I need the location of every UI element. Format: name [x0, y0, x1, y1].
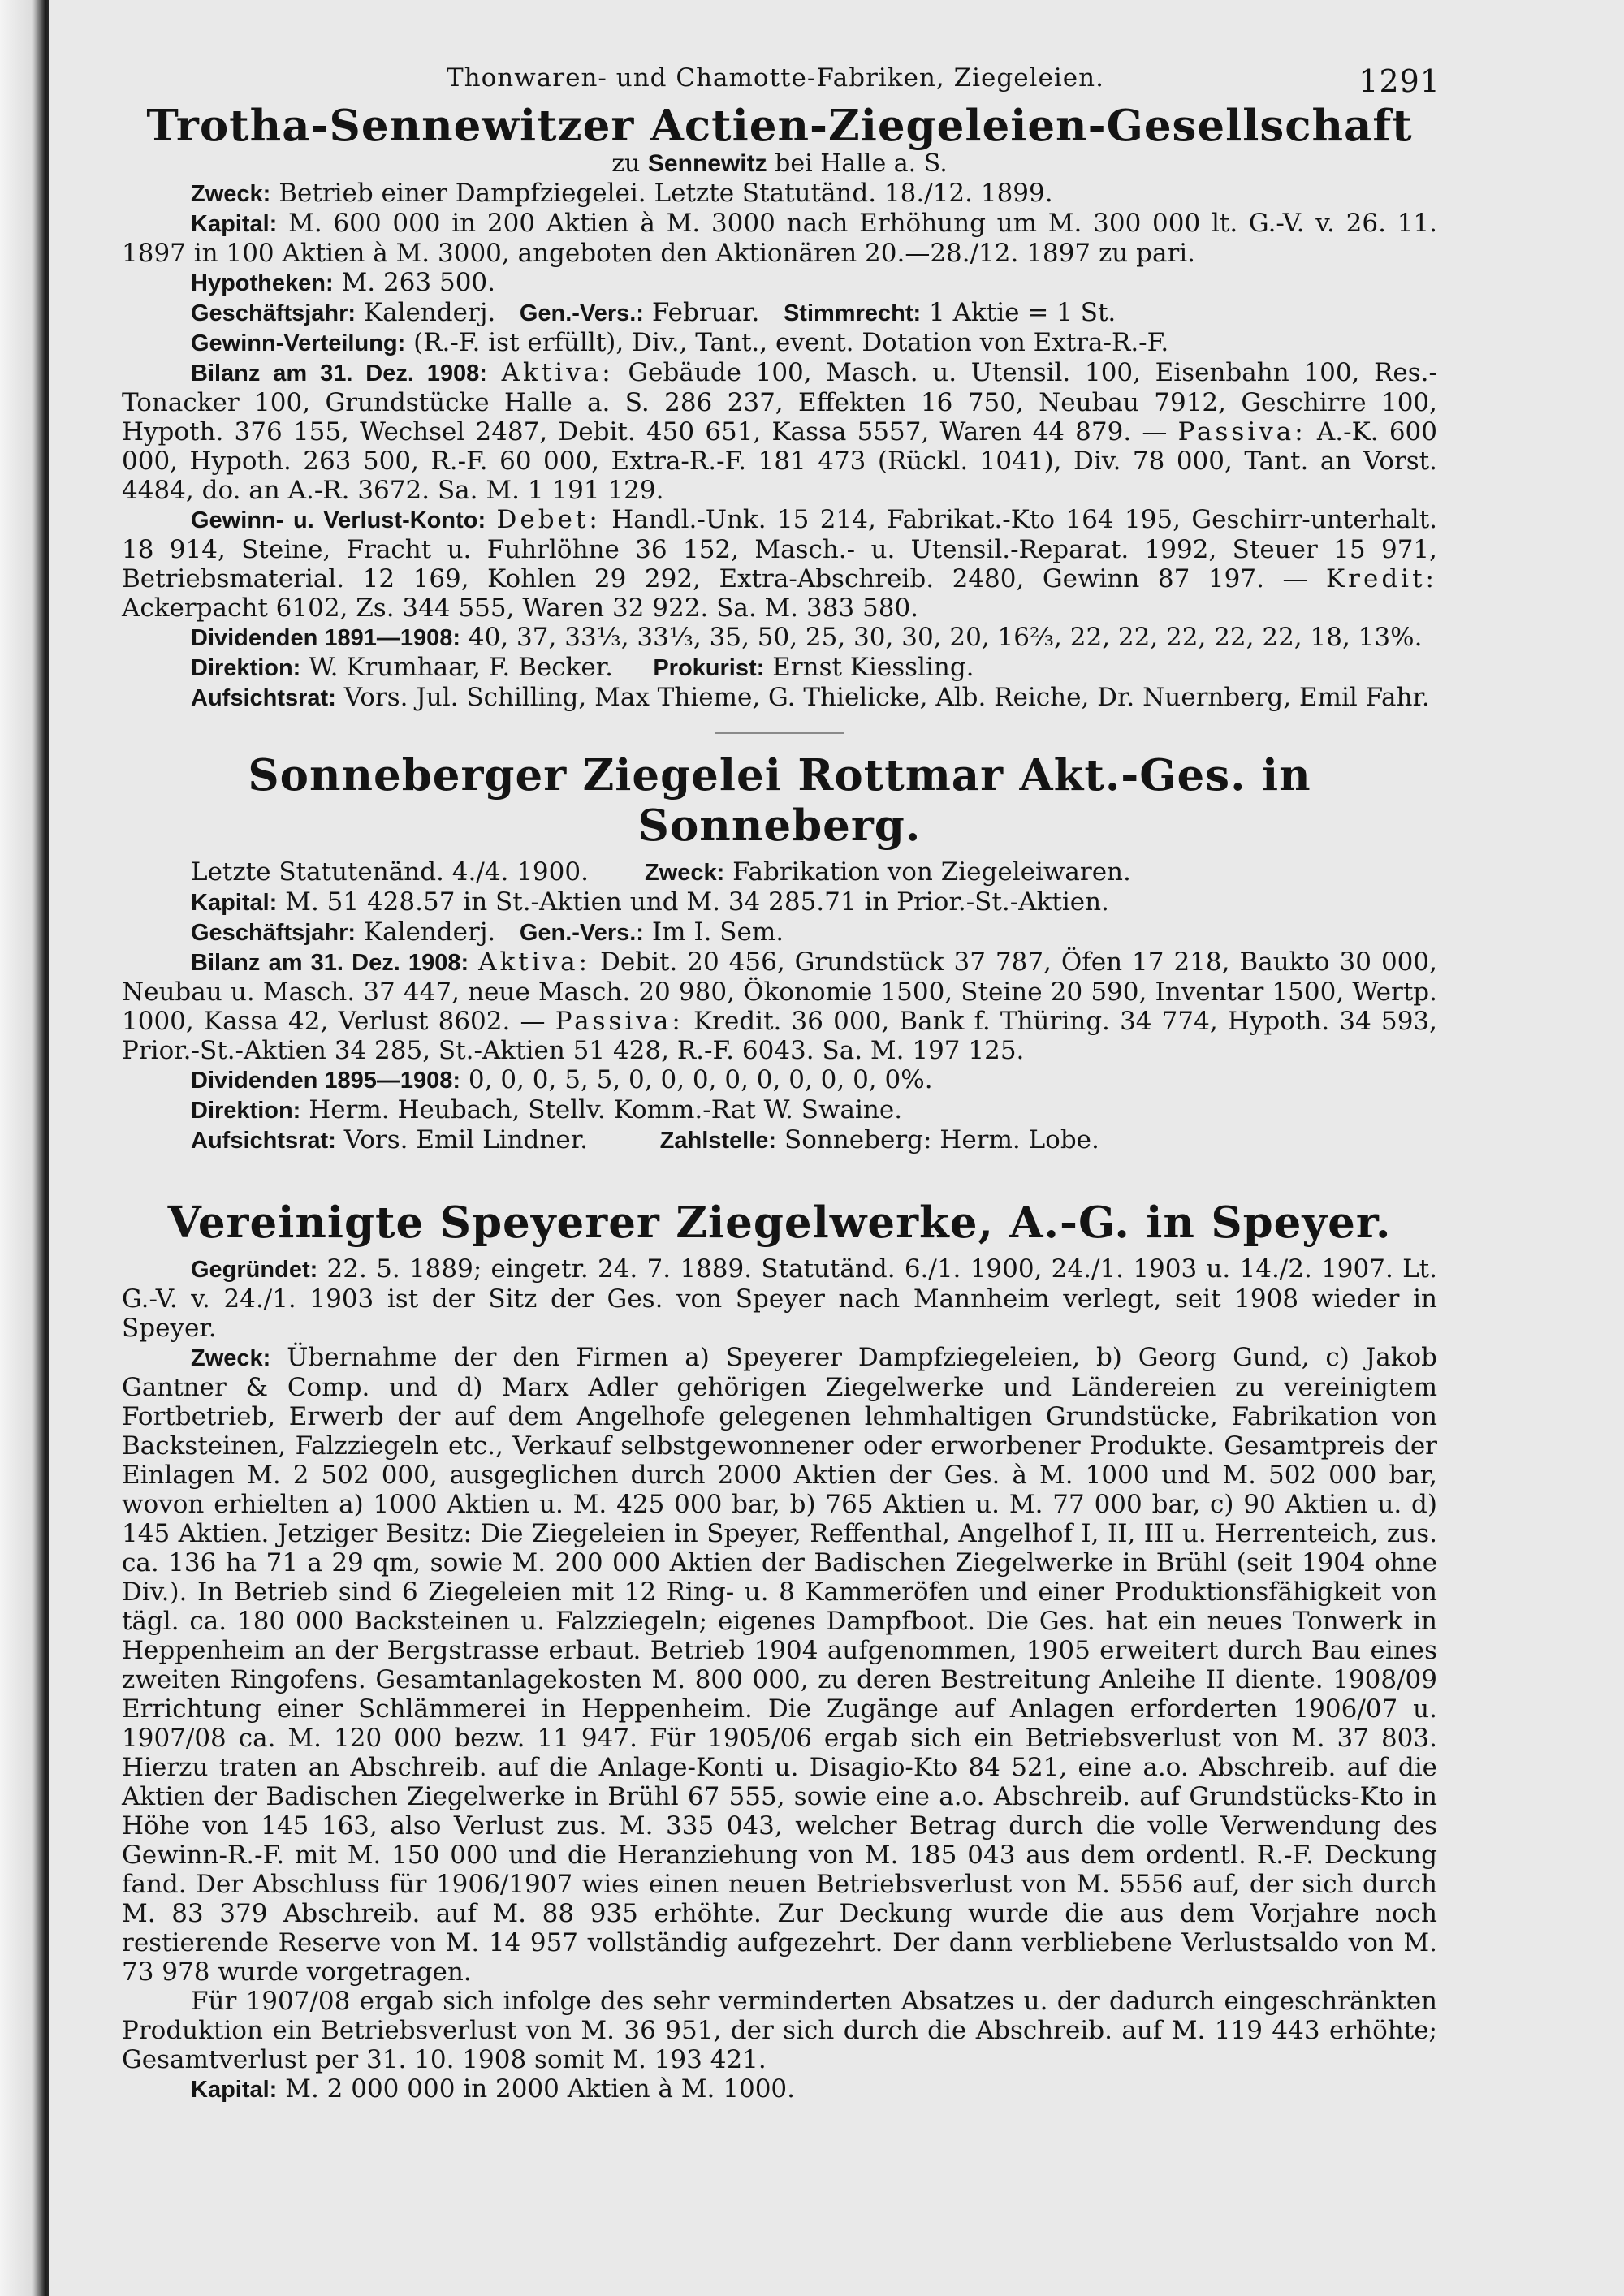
hypotheken-paragraph: Hypotheken: M. 263 500.: [191, 268, 495, 297]
company-entry-speyerer: [122, 1198, 1437, 2104]
company-title: Vereinigte Speyerer Ziegelwerke, A.-G. in Speyer.: [167, 1198, 1392, 1248]
company-entry-trotha-sennewitz: [122, 101, 1437, 713]
company-location: zu Sennewitz bei Halle a. S.: [611, 149, 948, 178]
zweck-paragraph: Zweck: Betrieb einer Dampfziegelei. Letzte Statutänd. 18./12. 1899.: [191, 179, 1053, 208]
running-head-title: Thonwaren- und Chamotte-Fabriken, Ziegeleien.: [447, 63, 1104, 93]
company-entry-sonneberger: [122, 750, 1437, 1155]
dividenden-paragraph: Dividenden 1891—1908: 40, 37, 33⅓, 33⅓, 35, 50, 25, 30, 30, 20, 16⅔, 22, 22, 22, 22, 22, 18, 13%.: [191, 623, 1423, 652]
verlust-paragraph: Für 1907/08 ergab sich infolge des sehr verminderten Absatzes u. der dadurch eingeschränkten Produktion ein Betriebsverlust von M. 36 951, der sich durch die Abschreib. auf M. 119 443 erhöhte; Gesamtverlust per 31. 10. 1908 somit M. 193 421.: [122, 1987, 1437, 2074]
dividenden-paragraph: Dividenden 1895—1908: 0, 0, 0, 5, 5, 0, 0, 0, 0, 0, 0, 0, 0, 0%.: [191, 1065, 933, 1094]
running-head: [122, 49, 1440, 99]
aufsichtsrat-paragraph: Aufsichtsrat: Vors. Emil Lindner. Zahlstelle: Sonneberg: Herm. Lobe.: [191, 1125, 1099, 1154]
kapital-paragraph: Kapital: M. 600 000 in 200 Aktien à M. 3000 nach Erhöhung um M. 300 000 lt. G.-V. v. 26. 11. 1897 in 100 Aktien à M. 3000, angeboten den Aktionären 20.—28./12. 1897 zu pari.: [122, 209, 1437, 268]
direktion-paragraph: Direktion: Herm. Heubach, Stellv. Komm.-Rat W. Swaine.: [191, 1095, 903, 1124]
gegruendet-paragraph: Gegründet: 22. 5. 1889; eingetr. 24. 7. 1889. Statutänd. 6./1. 1900, 24./1. 1903 u. 14./2. 1907. Lt. G.-V. v. 24./1. 1903 ist der Sitz der Ges. von Speyer nach Mannheim verlegt, seit 1908 wieder in Speyer.: [122, 1254, 1437, 1343]
document-page: [122, 49, 1440, 2104]
statut-paragraph: Letzte Statutenänd. 4./4. 1900. Zweck: Fabrikation von Ziegeleiwaren.: [191, 857, 1131, 887]
aufsichtsrat-paragraph: Aufsichtsrat: Vors. Jul. Schilling, Max Thieme, G. Thielicke, Alb. Reiche, Dr. Nuernberg, Emil Fahr.: [191, 683, 1430, 712]
zweck-paragraph: Zweck: Übernahme der den Firmen a) Speyerer Dampfziegeleien, b) Georg Gund, c) Jakob Gantner & Comp. und d) Marx Adler gehörigen Ziegelwerke und Ländereien zu vereinigtem Fortbetrieb, Erwerb der auf dem Angelhofe gelegenen lehmhaltigen Grundstücke, Fabrikation von Backsteinen, Falzziegeln etc., Verkauf selbstgewonnener oder erworbener Produkte. Gesamtpreis der Einlagen M. 2 502 000, ausgeglichen durch 2000 Aktien der Ges. à M. 1000 und M. 502 000 bar, wovon erhielten a) 1000 Aktien u. M. 425 000 bar, b) 765 Aktien u. M. 77 000 bar, c) 90 Aktien u. d) 145 Aktien. Jetziger Besitz: Die Ziegeleien in Speyer, Reffenthal, Angelhof I, II, III u. Herrenteich, zus. ca. 136 ha 71 a 29 qm, sowie M. 200 000 Aktien der Badischen Ziegelwerke in Brühl (seit 1904 ohne Div.). In Betrieb sind 6 Ziegeleien mit 12 Ring- u. 8 Kammeröfen und einer Produktionsfähigkeit von tägl. ca. 180 000 Backsteinen u. Falzziegeln; eigenes Dampfboot. Die Ges. hat ein neues Tonwerk in Heppenheim an der Bergstrasse erbaut. Betrieb 1904 aufgenommen, 1905 erweitert durch Bau eines zweiten Ringofens. Gesamtanlagekosten M. 800 000, zu deren Bestreitung Anleihe II diente. 1908/09 Errichtung einer Schlämmerei in Heppenheim. Die Zugänge auf Anlagen erforderten 1906/07 u. 1907/08 ca. M. 120 000 bezw. 11 947. Für 1905/06 ergab sich ein Betriebsverlust von M. 37 803. Hierzu traten an Abschreib. auf die Anlage-Konti u. Disagio-Kto 84 521, eine a.o. Abschreib. auf die Aktien der Badischen Ziegelwerke in Brühl 67 555, sowie eine a.o. Abschreib. auf Grundstücks-Kto in Höhe von 145 163, also Verlust zus. M. 335 043, welcher Betrag durch die volle Verwendung des Gewinn-R.-F. mit M. 150 000 und die Heranziehung von M. 185 043 aus dem ordentl. R.-F. Deckung fand. Der Abschluss für 1906/1907 wies einen neuen Betriebsverlust von M. 5556 auf, der sich durch M. 83 379 Abschreib. auf M. 88 935 erhöhte. Zur Deckung wurde die aus dem Vorjahre noch restierende Reserve von M. 14 957 vollständig aufgezehrt. Der dann verbliebene Verlustsaldo von M. 73 978 wurde vorgetragen.: [122, 1343, 1437, 1987]
kapital-paragraph: Kapital: M. 2 000 000 in 2000 Aktien à M. 1000.: [191, 2074, 795, 2104]
geschaeftsjahr-paragraph: Geschäftsjahr: Kalenderj. Gen.-Vers.: Im I. Sem.: [191, 917, 784, 947]
gewinn-verlust-paragraph: Gewinn- u. Verlust-Konto: Debet: Handl.-Unk. 15 214, Fabrikat.-Kto 164 195, Geschirr-unterhalt. 18 914, Steine, Fracht u. Fuhrlöhne 36 152, Masch.- u. Utensil.-Reparat. 1992, Steuer 15 971, Betriebsmaterial. 12 169, Kohlen 29 292, Extra-Abschreib. 2480, Gewinn 87 197. — Kredit: Ackerpacht 6102, Zs. 344 555, Waren 32 922. Sa. M. 383 580.: [122, 505, 1438, 623]
page-number: 1291: [1358, 63, 1440, 99]
section-divider: [715, 732, 844, 734]
geschaeftsjahr-paragraph: Geschäftsjahr: Kalenderj. Gen.-Vers.: Februar. Stimmrecht: 1 Aktie = 1 St.: [191, 298, 1116, 327]
book-binding-edge: [0, 0, 49, 2296]
bilanz-paragraph: Bilanz am 31. Dez. 1908: Aktiva: Debit. 20 456, Grundstück 37 787, Öfen 17 218, Baukto 30 000, Neubau u. Masch. 37 447, neue Masch. 20 980, Ökonomie 1500, Steine 20 590, Inventar 1500, Wertp. 1000, Kassa 42, Verlust 8602. — Passiva: Kredit. 36 000, Bank f. Thüring. 34 774, Hypoth. 34 593, Prior.-St.-Aktien 34 285, St.-Aktien 51 428, R.-F. 6043. Sa. M. 197 125.: [122, 947, 1437, 1065]
kapital-paragraph: Kapital: M. 51 428.57 in St.-Aktien und M. 34 285.71 in Prior.-St.-Aktien.: [191, 887, 1109, 917]
company-title: Trotha-Sennewitzer Actien-Ziegeleien-Gesellschaft: [146, 101, 1413, 151]
gewinn-verteilung-paragraph: Gewinn-Verteilung: (R.-F. ist erfüllt), Div., Tant., event. Dotation von Extra-R.-F.: [191, 328, 1169, 357]
bilanz-paragraph: Bilanz am 31. Dez. 1908: Aktiva: Gebäude 100, Masch. u. Utensil. 100, Eisenbahn 100, Res.-Tonacker 100, Grundstücke Halle a. S. 286 237, Effekten 16 750, Neubau 7912, Geschirre 100, Hypoth. 376 155, Wechsel 2487, Debit. 450 651, Kassa 5557, Waren 44 879. — Passiva: A.-K. 600 000, Hypoth. 263 500, R.-F. 60 000, Extra-R.-F. 181 473 (Rückl. 1041), Div. 78 000, Tant. an Vorst. 4484, do. an A.-R. 3672. Sa. M. 1 191 129.: [122, 358, 1438, 505]
company-title: Sonneberger Ziegelei Rottmar Akt.-Ges. in Sonneberg.: [248, 750, 1311, 851]
company-place: Sennewitz: [647, 150, 767, 177]
direktion-paragraph: Direktion: W. Krumhaar, F. Becker. Prokurist: Ernst Kiessling.: [191, 653, 974, 682]
